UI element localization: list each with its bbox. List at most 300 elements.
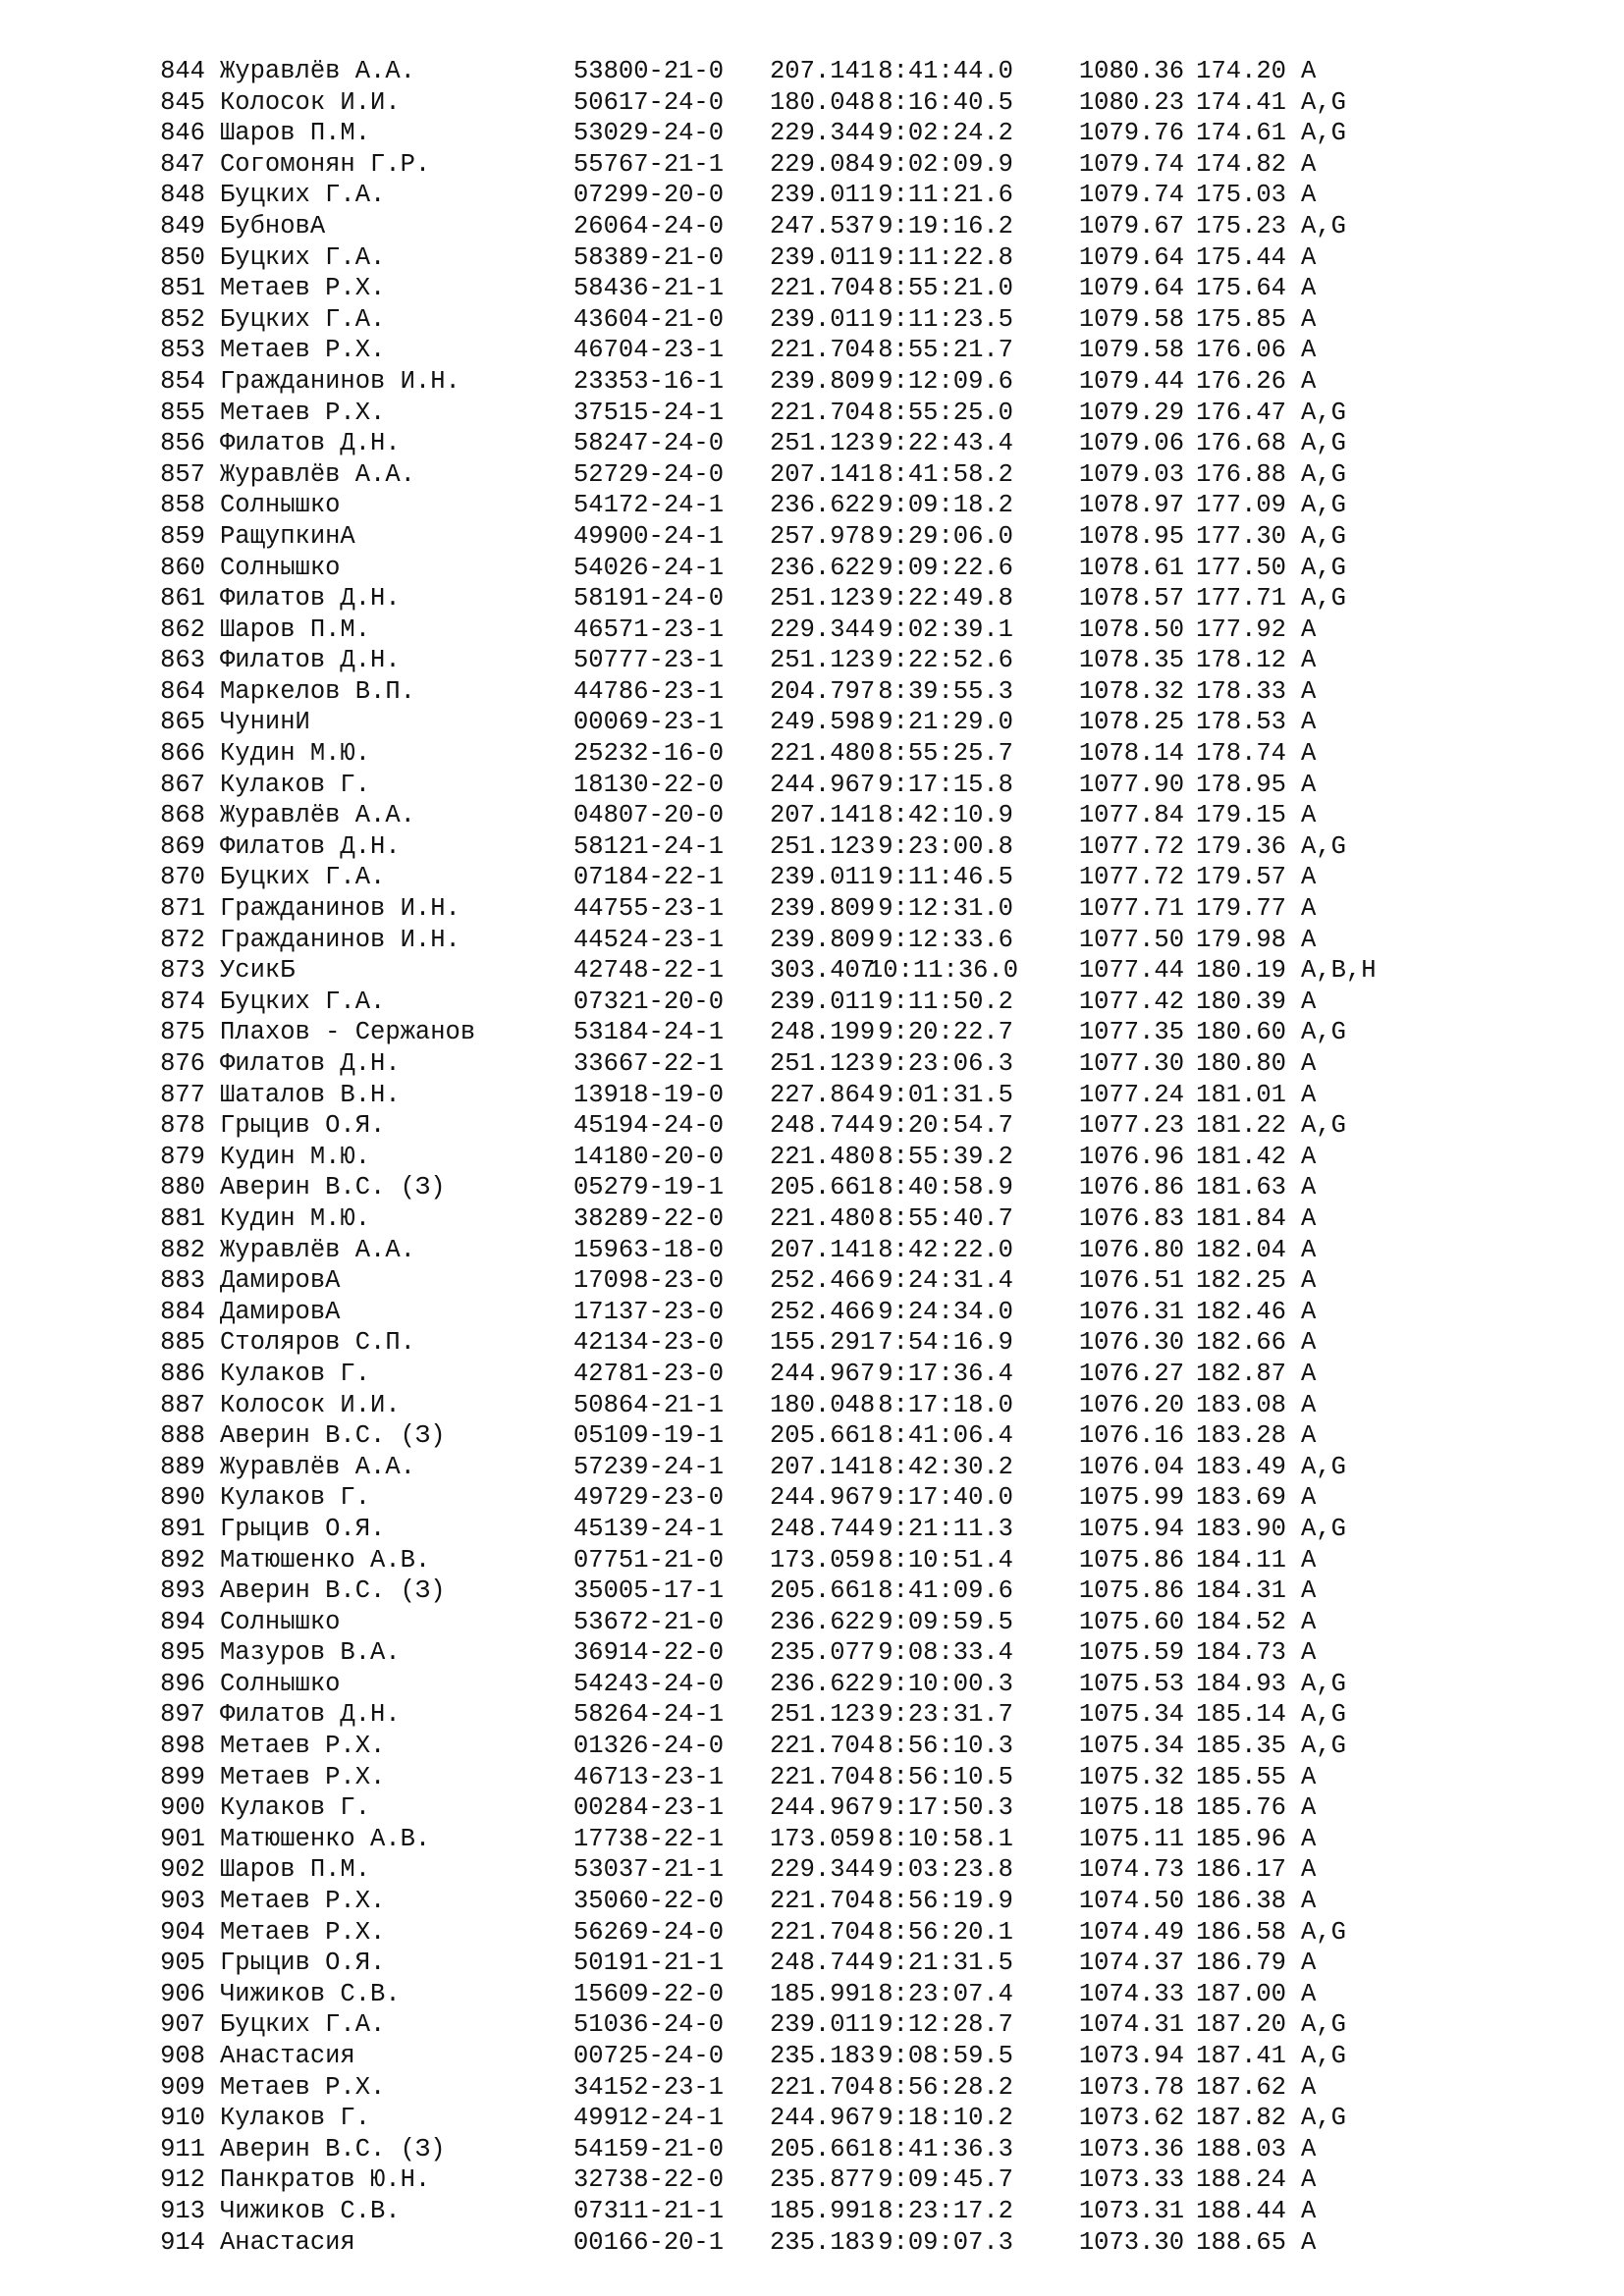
coefficient-cell: 184.11 <box>1196 1545 1286 1575</box>
arrival-time-cell: 9:09:22.6 <box>878 553 1013 582</box>
result-row <box>142 1699 1497 1731</box>
ring-number-cell: 54243-24-0 <box>573 1669 725 1698</box>
distance-cell: 239.011 <box>770 242 876 272</box>
coefficient-cell: 184.93 <box>1196 1669 1286 1698</box>
speed-cell: 1077.35 <box>1078 1018 1184 1047</box>
fancier-name-cell: Кулаков Г. <box>220 2104 371 2133</box>
coefficient-cell: 185.76 <box>1196 1793 1286 1823</box>
result-row <box>142 1142 1497 1173</box>
arrival-time-cell: 9:11:23.5 <box>878 304 1013 334</box>
distance-cell: 235.183 <box>770 2042 876 2070</box>
distance-cell: 248.744 <box>770 1949 876 1978</box>
result-row <box>142 1420 1497 1452</box>
distance-cell: 185.991 <box>770 1979 876 2008</box>
ring-number-cell: 35005-17-1 <box>573 1576 725 1606</box>
result-row <box>142 676 1497 708</box>
ring-number-cell: 00166-20-1 <box>573 2227 725 2257</box>
distance-cell: 244.967 <box>770 770 876 799</box>
speed-cell: 1077.24 <box>1078 1080 1184 1109</box>
result-row <box>142 1172 1497 1203</box>
distance-cell: 251.123 <box>770 831 876 861</box>
speed-cell: 1078.14 <box>1078 739 1184 769</box>
coefficient-cell: 178.53 <box>1196 708 1286 737</box>
fancier-name-cell: Панкратов Ю.Н. <box>220 2165 431 2195</box>
category-flags-cell: A <box>1301 2165 1317 2195</box>
result-row <box>142 1048 1497 1080</box>
ring-number-cell: 44524-23-1 <box>573 925 725 954</box>
rank-cell: 862 <box>160 614 205 644</box>
result-row <box>142 862 1497 893</box>
speed-cell: 1078.32 <box>1078 676 1184 706</box>
speed-cell: 1075.94 <box>1078 1514 1184 1543</box>
distance-cell: 248.744 <box>770 1514 876 1543</box>
speed-cell: 1078.35 <box>1078 646 1184 675</box>
fancier-name-cell: Филатов Д.Н. <box>220 646 401 675</box>
category-flags-cell: A <box>1301 1545 1317 1575</box>
category-flags-cell: A <box>1301 1390 1317 1419</box>
rank-cell: 877 <box>160 1080 205 1109</box>
ring-number-cell: 18130-22-0 <box>573 770 725 799</box>
category-flags-cell: A <box>1301 336 1317 365</box>
result-row <box>142 1917 1497 1949</box>
speed-cell: 1077.23 <box>1078 1111 1184 1141</box>
category-flags-cell: A <box>1301 149 1317 179</box>
ring-number-cell: 13918-19-0 <box>573 1080 725 1109</box>
rank-cell: 857 <box>160 459 205 489</box>
result-row <box>142 2227 1497 2259</box>
result-row <box>142 800 1497 831</box>
category-flags-cell: A <box>1301 708 1317 737</box>
rank-cell: 908 <box>160 2042 205 2070</box>
distance-cell: 229.344 <box>770 119 876 148</box>
fancier-name-cell: Колосок И.И. <box>220 87 401 117</box>
ring-number-cell: 07299-20-0 <box>573 181 725 210</box>
coefficient-cell: 177.30 <box>1196 521 1286 551</box>
distance-cell: 252.466 <box>770 1297 876 1326</box>
ring-number-cell: 05279-19-1 <box>573 1173 725 1202</box>
ring-number-cell: 58191-24-0 <box>573 584 725 614</box>
ring-number-cell: 46704-23-1 <box>573 336 725 365</box>
fancier-name-cell: Шаталов В.Н. <box>220 1080 401 1109</box>
coefficient-cell: 178.12 <box>1196 646 1286 675</box>
distance-cell: 207.141 <box>770 1235 876 1264</box>
speed-cell: 1075.99 <box>1078 1483 1184 1513</box>
arrival-time-cell: 9:17:50.3 <box>878 1793 1013 1823</box>
coefficient-cell: 181.63 <box>1196 1173 1286 1202</box>
distance-cell: 251.123 <box>770 646 876 675</box>
category-flags-cell: A,G <box>1301 491 1346 520</box>
coefficient-cell: 176.47 <box>1196 398 1286 427</box>
fancier-name-cell: Аверин В.С. (З) <box>220 2134 446 2163</box>
result-row <box>142 955 1497 987</box>
arrival-time-cell: 9:20:54.7 <box>878 1111 1013 1141</box>
rank-cell: 871 <box>160 894 205 924</box>
result-row <box>142 2164 1497 2196</box>
coefficient-cell: 187.82 <box>1196 2104 1286 2133</box>
fancier-name-cell: Метаев Р.Х. <box>220 2072 386 2102</box>
arrival-time-cell: 8:42:30.2 <box>878 1452 1013 1481</box>
speed-cell: 1078.25 <box>1078 708 1184 737</box>
arrival-time-cell: 9:21:31.5 <box>878 1949 1013 1978</box>
result-row <box>142 1669 1497 1700</box>
result-row <box>142 2009 1497 2041</box>
category-flags-cell: A <box>1301 1142 1317 1171</box>
rank-cell: 876 <box>160 1049 205 1078</box>
category-flags-cell: A <box>1301 1949 1317 1978</box>
result-row <box>142 87 1497 119</box>
distance-cell: 205.661 <box>770 1173 876 1202</box>
result-row <box>142 2072 1497 2104</box>
speed-cell: 1077.90 <box>1078 770 1184 799</box>
coefficient-cell: 181.84 <box>1196 1203 1286 1233</box>
result-row <box>142 1637 1497 1669</box>
rank-cell: 902 <box>160 1855 205 1885</box>
coefficient-cell: 175.44 <box>1196 242 1286 272</box>
coefficient-cell: 176.68 <box>1196 429 1286 458</box>
category-flags-cell: A <box>1301 1049 1317 1078</box>
result-row <box>142 1265 1497 1297</box>
arrival-time-cell: 9:17:15.8 <box>878 770 1013 799</box>
distance-cell: 173.059 <box>770 1545 876 1575</box>
arrival-time-cell: 9:01:31.5 <box>878 1080 1013 1109</box>
rank-cell: 847 <box>160 149 205 179</box>
result-row <box>142 273 1497 304</box>
category-flags-cell: A,G <box>1301 211 1346 240</box>
coefficient-cell: 185.35 <box>1196 1732 1286 1761</box>
arrival-time-cell: 9:02:39.1 <box>878 614 1013 644</box>
arrival-time-cell: 7:54:16.9 <box>878 1328 1013 1358</box>
distance-cell: 239.809 <box>770 925 876 954</box>
coefficient-cell: 177.50 <box>1196 553 1286 582</box>
ring-number-cell: 07751-21-0 <box>573 1545 725 1575</box>
category-flags-cell: A,G <box>1301 1669 1346 1698</box>
result-row <box>142 118 1497 149</box>
distance-cell: 221.704 <box>770 274 876 303</box>
ring-number-cell: 53800-21-0 <box>573 57 725 85</box>
speed-cell: 1079.29 <box>1078 398 1184 427</box>
distance-cell: 221.480 <box>770 1142 876 1171</box>
arrival-time-cell: 8:56:19.9 <box>878 1887 1013 1916</box>
category-flags-cell: A <box>1301 1173 1317 1202</box>
fancier-name-cell: Шаров П.М. <box>220 614 371 644</box>
rank-cell: 882 <box>160 1235 205 1264</box>
distance-cell: 205.661 <box>770 2134 876 2163</box>
category-flags-cell: A <box>1301 2072 1317 2102</box>
rank-cell: 860 <box>160 553 205 582</box>
result-row <box>142 1514 1497 1545</box>
fancier-name-cell: Метаев Р.Х. <box>220 1762 386 1791</box>
arrival-time-cell: 9:08:59.5 <box>878 2042 1013 2070</box>
speed-cell: 1075.59 <box>1078 1638 1184 1668</box>
result-row <box>142 242 1497 274</box>
coefficient-cell: 179.36 <box>1196 831 1286 861</box>
arrival-time-cell: 9:18:10.2 <box>878 2104 1013 2133</box>
rank-cell: 899 <box>160 1762 205 1791</box>
distance-cell: 221.480 <box>770 739 876 769</box>
distance-cell: 244.967 <box>770 1793 876 1823</box>
rank-cell: 881 <box>160 1203 205 1233</box>
distance-cell: 236.622 <box>770 491 876 520</box>
distance-cell: 236.622 <box>770 1607 876 1636</box>
arrival-time-cell: 9:11:46.5 <box>878 863 1013 892</box>
ring-number-cell: 53029-24-0 <box>573 119 725 148</box>
coefficient-cell: 186.58 <box>1196 1917 1286 1947</box>
coefficient-cell: 175.64 <box>1196 274 1286 303</box>
rank-cell: 883 <box>160 1266 205 1296</box>
result-row <box>142 1327 1497 1359</box>
ring-number-cell: 54159-21-0 <box>573 2134 725 2163</box>
category-flags-cell: A <box>1301 1793 1317 1823</box>
category-flags-cell: A,G <box>1301 2104 1346 2133</box>
distance-cell: 239.809 <box>770 366 876 396</box>
category-flags-cell: A,G <box>1301 1732 1346 1761</box>
coefficient-cell: 186.38 <box>1196 1887 1286 1916</box>
result-row <box>142 459 1497 491</box>
fancier-name-cell: ДамировА <box>220 1266 341 1296</box>
rank-cell: 868 <box>160 801 205 830</box>
result-row <box>142 1948 1497 1979</box>
speed-cell: 1076.20 <box>1078 1390 1184 1419</box>
coefficient-cell: 179.15 <box>1196 801 1286 830</box>
result-row <box>142 1235 1497 1266</box>
result-row <box>142 56 1497 87</box>
result-row <box>142 2041 1497 2072</box>
category-flags-cell: A <box>1301 614 1317 644</box>
arrival-time-cell: 8:55:39.2 <box>878 1142 1013 1171</box>
distance-cell: 239.011 <box>770 2010 876 2040</box>
coefficient-cell: 174.61 <box>1196 119 1286 148</box>
arrival-time-cell: 9:12:31.0 <box>878 894 1013 924</box>
category-flags-cell: A <box>1301 1297 1317 1326</box>
ring-number-cell: 45194-24-0 <box>573 1111 725 1141</box>
fancier-name-cell: Метаев Р.Х. <box>220 1917 386 1947</box>
coefficient-cell: 178.95 <box>1196 770 1286 799</box>
fancier-name-cell: Журавлёв А.А. <box>220 57 415 85</box>
rank-cell: 878 <box>160 1111 205 1141</box>
rank-cell: 849 <box>160 211 205 240</box>
arrival-time-cell: 8:55:40.7 <box>878 1203 1013 1233</box>
distance-cell: 251.123 <box>770 584 876 614</box>
category-flags-cell: A <box>1301 1638 1317 1668</box>
category-flags-cell: A <box>1301 242 1317 272</box>
rank-cell: 884 <box>160 1297 205 1326</box>
coefficient-cell: 188.65 <box>1196 2227 1286 2257</box>
speed-cell: 1077.30 <box>1078 1049 1184 1078</box>
category-flags-cell: A,G <box>1301 831 1346 861</box>
speed-cell: 1078.50 <box>1078 614 1184 644</box>
ring-number-cell: 37515-24-1 <box>573 398 725 427</box>
speed-cell: 1079.67 <box>1078 211 1184 240</box>
category-flags-cell: A <box>1301 770 1317 799</box>
ring-number-cell: 26064-24-0 <box>573 211 725 240</box>
category-flags-cell: A <box>1301 1607 1317 1636</box>
speed-cell: 1075.32 <box>1078 1762 1184 1791</box>
distance-cell: 239.011 <box>770 304 876 334</box>
coefficient-cell: 178.74 <box>1196 739 1286 769</box>
results-list <box>142 56 1497 2258</box>
coefficient-cell: 184.52 <box>1196 1607 1286 1636</box>
fancier-name-cell: Буцких Г.А. <box>220 987 386 1016</box>
speed-cell: 1078.57 <box>1078 584 1184 614</box>
speed-cell: 1074.31 <box>1078 2010 1184 2040</box>
speed-cell: 1080.36 <box>1078 57 1184 85</box>
arrival-time-cell: 10:11:36.0 <box>868 956 1019 986</box>
speed-cell: 1076.30 <box>1078 1328 1184 1358</box>
speed-cell: 1076.16 <box>1078 1421 1184 1451</box>
arrival-time-cell: 9:10:00.3 <box>878 1669 1013 1698</box>
rank-cell: 898 <box>160 1732 205 1761</box>
ring-number-cell: 17137-23-0 <box>573 1297 725 1326</box>
arrival-time-cell: 8:56:10.3 <box>878 1732 1013 1761</box>
rank-cell: 905 <box>160 1949 205 1978</box>
fancier-name-cell: Буцких Г.А. <box>220 2010 386 2040</box>
fancier-name-cell: Буцких Г.А. <box>220 863 386 892</box>
rank-cell: 867 <box>160 770 205 799</box>
distance-cell: 221.704 <box>770 336 876 365</box>
arrival-time-cell: 8:56:28.2 <box>878 2072 1013 2102</box>
ring-number-cell: 25232-16-0 <box>573 739 725 769</box>
result-row <box>142 893 1497 925</box>
arrival-time-cell: 8:56:20.1 <box>878 1917 1013 1947</box>
distance-cell: 257.978 <box>770 521 876 551</box>
coefficient-cell: 183.49 <box>1196 1452 1286 1481</box>
ring-number-cell: 15609-22-0 <box>573 1979 725 2008</box>
arrival-time-cell: 9:12:33.6 <box>878 925 1013 954</box>
fancier-name-cell: Грыцив О.Я. <box>220 1514 386 1543</box>
result-row <box>142 1979 1497 2010</box>
speed-cell: 1074.73 <box>1078 1855 1184 1885</box>
coefficient-cell: 177.71 <box>1196 584 1286 614</box>
distance-cell: 229.344 <box>770 1855 876 1885</box>
category-flags-cell: A <box>1301 57 1317 85</box>
fancier-name-cell: Гражданинов И.Н. <box>220 925 460 954</box>
result-row <box>142 925 1497 956</box>
fancier-name-cell: Колосок И.И. <box>220 1390 401 1419</box>
result-row <box>142 1482 1497 1514</box>
arrival-time-cell: 9:11:50.2 <box>878 987 1013 1016</box>
ring-number-cell: 54172-24-1 <box>573 491 725 520</box>
speed-cell: 1075.60 <box>1078 1607 1184 1636</box>
ring-number-cell: 58247-24-0 <box>573 429 725 458</box>
speed-cell: 1074.33 <box>1078 1979 1184 2008</box>
speed-cell: 1078.95 <box>1078 521 1184 551</box>
category-flags-cell: A,G <box>1301 2010 1346 2040</box>
ring-number-cell: 49900-24-1 <box>573 521 725 551</box>
rank-cell: 865 <box>160 708 205 737</box>
category-flags-cell: A <box>1301 274 1317 303</box>
fancier-name-cell: Солнышко <box>220 1669 341 1698</box>
arrival-time-cell: 9:23:31.7 <box>878 1700 1013 1730</box>
result-row <box>142 2196 1497 2227</box>
rank-cell: 909 <box>160 2072 205 2102</box>
category-flags-cell: A <box>1301 2134 1317 2163</box>
speed-cell: 1080.23 <box>1078 87 1184 117</box>
fancier-name-cell: Метаев Р.Х. <box>220 1732 386 1761</box>
rank-cell: 870 <box>160 863 205 892</box>
category-flags-cell: A <box>1301 1359 1317 1388</box>
result-row <box>142 366 1497 398</box>
coefficient-cell: 177.09 <box>1196 491 1286 520</box>
arrival-time-cell: 9:09:18.2 <box>878 491 1013 520</box>
ring-number-cell: 53184-24-1 <box>573 1018 725 1047</box>
distance-cell: 239.809 <box>770 894 876 924</box>
fancier-name-cell: Журавлёв А.А. <box>220 1452 415 1481</box>
arrival-time-cell: 8:10:58.1 <box>878 1824 1013 1853</box>
arrival-time-cell: 9:22:49.8 <box>878 584 1013 614</box>
fancier-name-cell: Журавлёв А.А. <box>220 1235 415 1264</box>
ring-number-cell: 55767-21-1 <box>573 149 725 179</box>
ring-number-cell: 46713-23-1 <box>573 1762 725 1791</box>
rank-cell: 844 <box>160 57 205 85</box>
rank-cell: 912 <box>160 2165 205 2195</box>
fancier-name-cell: Филатов Д.Н. <box>220 1049 401 1078</box>
distance-cell: 244.967 <box>770 1359 876 1388</box>
coefficient-cell: 179.57 <box>1196 863 1286 892</box>
result-row <box>142 1017 1497 1048</box>
coefficient-cell: 177.92 <box>1196 614 1286 644</box>
rank-cell: 906 <box>160 1979 205 2008</box>
coefficient-cell: 180.60 <box>1196 1018 1286 1047</box>
speed-cell: 1077.71 <box>1078 894 1184 924</box>
distance-cell: 180.048 <box>770 1390 876 1419</box>
category-flags-cell: A <box>1301 863 1317 892</box>
rank-cell: 888 <box>160 1421 205 1451</box>
speed-cell: 1077.44 <box>1078 956 1184 986</box>
distance-cell: 247.537 <box>770 211 876 240</box>
category-flags-cell: A <box>1301 1762 1317 1791</box>
ring-number-cell: 07184-22-1 <box>573 863 725 892</box>
rank-cell: 903 <box>160 1887 205 1916</box>
speed-cell: 1079.76 <box>1078 119 1184 148</box>
result-row <box>142 583 1497 614</box>
ring-number-cell: 54026-24-1 <box>573 553 725 582</box>
category-flags-cell: A <box>1301 366 1317 396</box>
rank-cell: 859 <box>160 521 205 551</box>
fancier-name-cell: Гражданинов И.Н. <box>220 366 460 396</box>
ring-number-cell: 32738-22-0 <box>573 2165 725 2195</box>
arrival-time-cell: 8:10:51.4 <box>878 1545 1013 1575</box>
result-row <box>142 738 1497 770</box>
arrival-time-cell: 8:55:25.0 <box>878 398 1013 427</box>
fancier-name-cell: Кудин М.Ю. <box>220 1142 371 1171</box>
distance-cell: 252.466 <box>770 1266 876 1296</box>
category-flags-cell: A <box>1301 1080 1317 1109</box>
speed-cell: 1075.11 <box>1078 1824 1184 1853</box>
rank-cell: 874 <box>160 987 205 1016</box>
distance-cell: 221.704 <box>770 1917 876 1947</box>
fancier-name-cell: Солнышко <box>220 1607 341 1636</box>
fancier-name-cell: Шаров П.М. <box>220 1855 371 1885</box>
arrival-time-cell: 8:41:09.6 <box>878 1576 1013 1606</box>
rank-cell: 852 <box>160 304 205 334</box>
distance-cell: 251.123 <box>770 429 876 458</box>
ring-number-cell: 49729-23-0 <box>573 1483 725 1513</box>
rank-cell: 855 <box>160 398 205 427</box>
speed-cell: 1073.62 <box>1078 2104 1184 2133</box>
speed-cell: 1075.18 <box>1078 1793 1184 1823</box>
fancier-name-cell: Метаев Р.Х. <box>220 274 386 303</box>
fancier-name-cell: Матюшенко А.В. <box>220 1545 431 1575</box>
fancier-name-cell: Кудин М.Ю. <box>220 739 371 769</box>
distance-cell: 244.967 <box>770 2104 876 2133</box>
speed-cell: 1077.72 <box>1078 863 1184 892</box>
coefficient-cell: 176.06 <box>1196 336 1286 365</box>
speed-cell: 1075.86 <box>1078 1545 1184 1575</box>
speed-cell: 1074.37 <box>1078 1949 1184 1978</box>
distance-cell: 251.123 <box>770 1700 876 1730</box>
category-flags-cell: A <box>1301 1328 1317 1358</box>
ring-number-cell: 44786-23-1 <box>573 676 725 706</box>
